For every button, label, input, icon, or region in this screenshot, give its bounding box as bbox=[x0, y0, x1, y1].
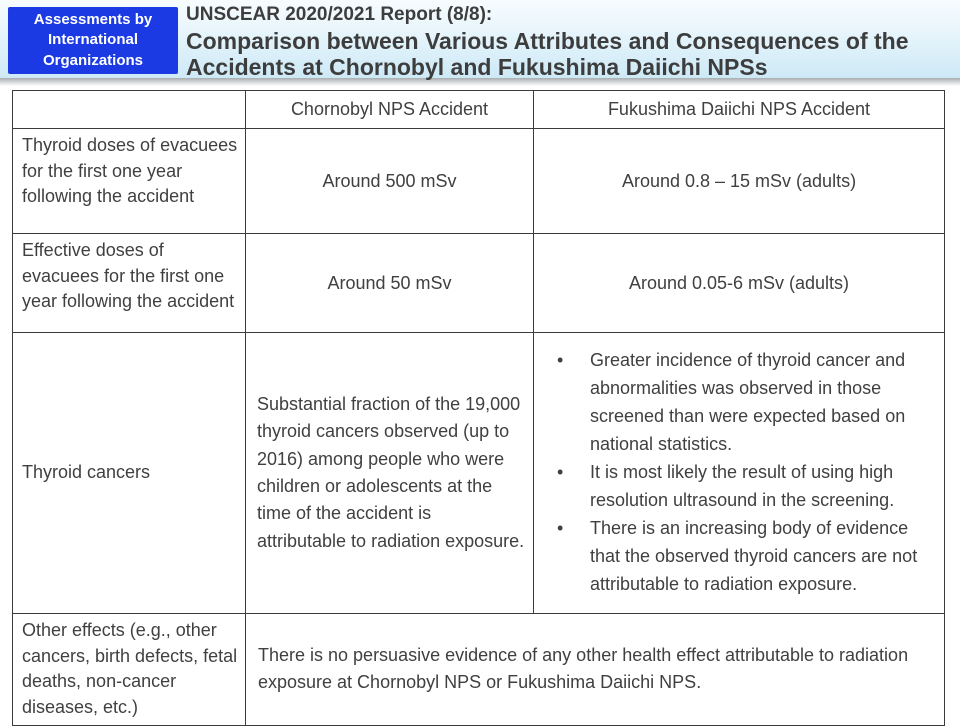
table-row-effective-doses bbox=[13, 234, 945, 333]
row-label-effective-doses: Effective doses of evacuees for the first one year following the accident bbox=[13, 234, 246, 333]
badge-line-2: International bbox=[47, 31, 138, 49]
header-cell-empty bbox=[13, 91, 246, 129]
slide-title-main: Comparison between Various Attributes and Consequences of the Accidents at Chornobyl and Fukushima Daiichi NPSs bbox=[186, 27, 909, 81]
header-cell-fukushima: Fukushima Daiichi NPS Accident bbox=[534, 91, 945, 129]
bullet-item: • There is an increasing body of evidence that the observed thyroid cancers are not attributable to radiation exposure. bbox=[542, 515, 936, 599]
row-label-thyroid-cancers: Thyroid cancers bbox=[13, 333, 246, 614]
badge-line-3: Organizations bbox=[42, 51, 143, 69]
header-cell-chornobyl: Chornobyl NPS Accident bbox=[246, 91, 534, 129]
row-label-other-effects: Other effects (e.g., other cancers, birth defects, fetal deaths, non-cancer diseases, etc.) bbox=[13, 614, 246, 726]
thyroid-dose-chornobyl: Around 500 mSv bbox=[246, 129, 534, 234]
row-label-thyroid-doses: Thyroid doses of evacuees for the first one year following the accident bbox=[13, 129, 246, 234]
other-effects-combined: There is no persuasive evidence of any other health effect attributable to radiation exposure at Chornobyl NPS or Fukushima Daiichi NPS. bbox=[246, 614, 945, 726]
effective-dose-fukushima: Around 0.05-6 mSv (adults) bbox=[534, 234, 945, 333]
table-row-other-effects bbox=[13, 614, 945, 726]
fukushima-bullet-list bbox=[542, 347, 936, 598]
table-header-row bbox=[13, 91, 945, 129]
effective-dose-chornobyl: Around 50 mSv bbox=[246, 234, 534, 333]
comparison-table bbox=[12, 90, 945, 726]
slide-title-kicker: UNSCEAR 2020/2021 Report (8/8): bbox=[186, 4, 493, 25]
thyroid-cancers-chornobyl: Substantial fraction of the 19,000 thyroid cancers observed (up to 2016) among people who were children or adolescents at the time of the accident is attributable to radiation exposure. bbox=[246, 333, 534, 614]
bullet-item: • Greater incidence of thyroid cancer and abnormalities was observed in those screened than were expected based on national statistics. bbox=[542, 347, 936, 459]
table-row-thyroid-cancers bbox=[13, 333, 945, 614]
slide-title-block bbox=[186, 4, 956, 81]
thyroid-cancers-fukushima bbox=[534, 333, 945, 614]
table-row-thyroid-doses bbox=[13, 129, 945, 234]
category-badge bbox=[8, 7, 178, 74]
thyroid-dose-fukushima: Around 0.8 – 15 mSv (adults) bbox=[534, 129, 945, 234]
badge-line-1: Assessments by bbox=[33, 10, 153, 28]
bullet-item: • It is most likely the result of using high resolution ultrasound in the screening. bbox=[542, 459, 936, 515]
